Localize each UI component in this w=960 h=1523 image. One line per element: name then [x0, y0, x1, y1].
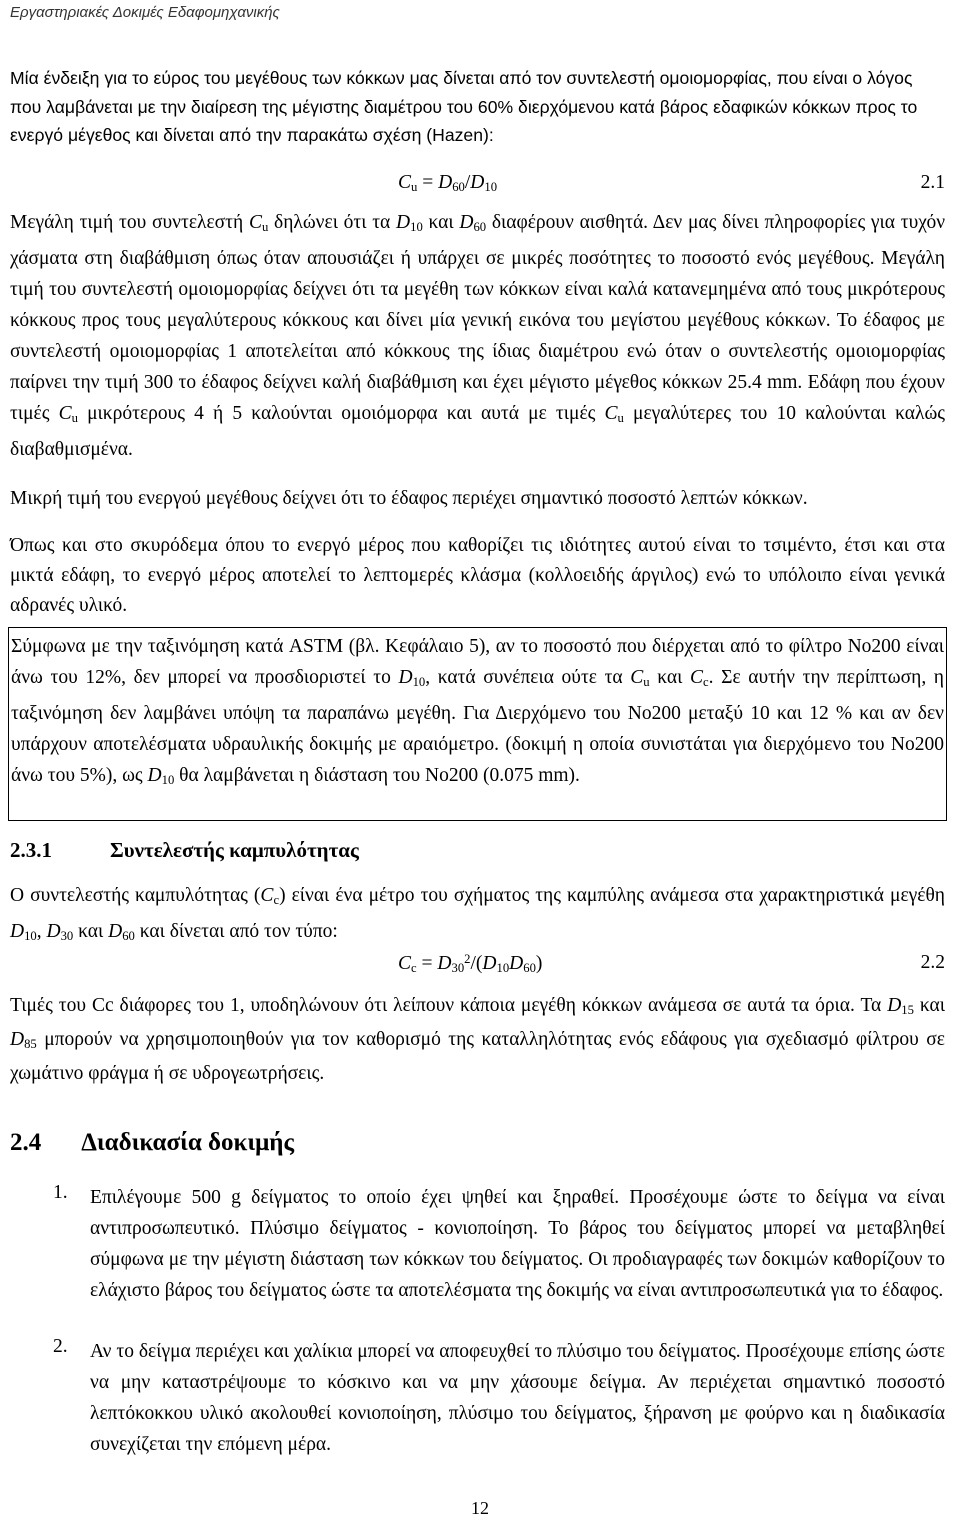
eq-subscript: 10	[410, 220, 423, 234]
equation-number-2-1: 2.1	[920, 172, 945, 193]
intro-paragraph-3	[10, 484, 945, 513]
text-run: και	[649, 667, 690, 688]
running-header: Εργαστηριακές Δοκιμές Εδαφομηχανικής	[10, 4, 280, 21]
curvature-paragraph-1	[10, 880, 945, 952]
eq-subscript: 10	[161, 773, 175, 787]
text-run: Ο συντελεστής καμπυλότητας (	[10, 885, 261, 906]
section-title: Συντελεστής καμπυλότητας	[110, 838, 359, 862]
eq-symbol: D	[437, 953, 452, 974]
intro-text-1: Μία ένδειξη για το εύρος του μεγέθους των κόκκων μας δίνεται από τον συντελεστή ομοιομορφίας, που είναι ο λόγος που λαμβάνεται με την διαίρεση της μέγιστης διαμέτρου του 60% διερχόμενου κατά βάρος εδαφικών κόκκων προς το ενεργό μέγεθος και δίνεται από την παρακάτω σχέση (Hazen):	[10, 68, 918, 145]
eq-symbol: C	[689, 667, 703, 688]
section-heading-2-4	[10, 1129, 294, 1157]
eq-subscript: 60	[473, 220, 487, 234]
eq-subscript: c	[411, 961, 417, 975]
eq-subscript: c	[273, 893, 280, 907]
eq-superscript: 2	[464, 952, 471, 966]
eq-subscript: 85	[24, 1037, 37, 1051]
section-heading-2-3-1	[10, 838, 359, 863]
eq-subscript: 15	[901, 1003, 914, 1017]
eq-operator: (	[475, 953, 483, 974]
text-run: θα λαμβάνεται η διάσταση του No200 (0.075 mm).	[174, 765, 580, 786]
eq-subscript: u	[617, 411, 624, 425]
eq-symbol: D	[46, 921, 61, 942]
intro-text-4: Όπως και στο σκυρόδεμα όπου το ενεργό μέρος που καθορίζει τις ιδιότητες αυτού είναι το τσιμέντο, έτσι και στα μικτά εδάφη, το ενεργό μέρος αποτελεί το λεπτομερές κλάσμα (κολλοειδής άργιλος) ενώ το υπόλοιπο είναι γενικά αδρανές υλικό.	[10, 535, 945, 616]
text-run: μπορούν να χρησιμοποιηθούν για τον καθορισμό της καταλληλότητας ενός εδάφους για σχεδιασμό φίλτρου σε χωμάτινο φράγμα ή σε υδρογεωτρήσεις.	[10, 1029, 945, 1084]
text-run: και	[422, 212, 460, 233]
eq-symbol: D	[147, 765, 162, 786]
eq-symbol: C	[260, 885, 274, 906]
eq-symbol: D	[438, 172, 453, 193]
section-number: 2.4	[10, 1129, 42, 1156]
text-run: ,	[36, 921, 47, 942]
eq-subscript: c	[703, 675, 709, 689]
eq-subscript: 10	[484, 180, 498, 194]
text-run: δηλώνει ότι τα	[268, 212, 397, 233]
eq-subscript: 60	[452, 180, 465, 194]
eq-symbol: D	[470, 172, 485, 193]
eq-symbol: D	[509, 953, 524, 974]
equation-2-1	[398, 172, 497, 195]
text-run: και	[913, 995, 946, 1016]
eq-operator: /	[464, 172, 471, 193]
eq-symbol: C	[398, 953, 412, 974]
eq-operator: =	[416, 953, 438, 974]
eq-operator: =	[417, 172, 439, 193]
eq-symbol: C	[398, 172, 412, 193]
text-run: , κατά συνέπεια ούτε τα	[425, 667, 631, 688]
eq-operator: )	[535, 953, 543, 974]
eq-subscript: u	[261, 220, 269, 234]
intro-paragraph-2	[10, 207, 945, 465]
list-item-number: 1.	[53, 1182, 68, 1203]
eq-subscript: 60	[122, 929, 135, 943]
eq-symbol: C	[248, 212, 262, 233]
list-item: Επιλέγουμε 500 g δείγματος το οποίο έχει ψηθεί και ξηραθεί. Προσέχουμε ώστε το δείγμα να είναι αντιπροσωπευτικό. Πλύσιμο δείγματος - κονιοποίηση. Το βάρος του δείγματος μπορεί να μεταβληθεί σύμφωνα με την μέγιστη διάσταση των κόκκων του δείγματος. Οι προδιαγραφές των δοκιμών καθορίζουν το ελάχιστο βάρος του δείγματος ώστε τα αποτελέσματα της δοκιμής να είναι αντιπροσωπευτικά για το έδαφος.	[90, 1187, 945, 1301]
eq-operator: /	[470, 953, 476, 974]
text-run: Τιμές του Cc διάφορες του 1, υποδηλώνουν ότι λείπουν κάποια μεγέθη κόκκων ανάμεσα σε αυτά τα όρια. Τα	[10, 995, 888, 1016]
eq-symbol: D	[398, 667, 413, 688]
equation-2-2	[398, 952, 542, 976]
eq-subscript: u	[71, 411, 78, 425]
text-run: . Σε αυτήν την περίπτωση, η ταξινόμηση δεν λαμβάνει υπόψη τα παραπάνω μεγέθη. Για Διερχόμενο του No200 μεταξύ 10 και 12 % και αν δεν υπάρχουν αποτελέσματα υδραυλικής δοκιμής με αραιόμετρο. (δοκιμή η οποία συνιστάται για διερχόμενο του No200 άνω του 5%), ως	[11, 667, 945, 786]
text-run: ) είναι ένα μέτρο του σχήματος της καμπύλης ανάμεσα στα χαρακτηριστικά μεγέθη	[279, 885, 945, 906]
text-run: διαφέρουν αισθητά. Δεν μας δίνει πληροφορίες για τυχόν χάσματα στη διαβάθμιση όπως όταν απουσιάζει ή υπάρχει σε μικρές ποσότητες το ποσοστό ενός μεγέθους. Μεγάλη τιμή του συντελεστή ομοιομορφίας δείχνει ότι τα μεγέθη των κόκκων είναι καλά κατανεμημένα από τους μικρότερους κόκκους προς τους μεγαλύτερους κόκκους και δίνει μία γενική εικόνα του μεγίστου μεγέθους κόκκων. Το έδαφος με συντελεστή ομοιομορφίας 1 αποτελείται από κόκκους της ίδιας διαμέτρου ενώ όταν ο συντελεστής ομοιομορφίας παίρνει την τιμή 300 το έδαφος δείχνει καλή διαβάθμιση και έχει μέγιστο μέγεθος κόκκων 25.4 mm. Εδάφη που έχουν τιμές	[10, 212, 946, 424]
eq-symbol: C	[604, 403, 618, 424]
text-run: Σύμφωνα με την ταξινόμηση κατά ASTM (βλ. Κεφάλαιο 5), αν το ποσοστό που διέρχεται από το φίλτρο No200 είναι άνω του 12%, δεν μπορεί να προσδιοριστεί το	[11, 636, 944, 688]
eq-symbol: C	[58, 403, 72, 424]
intro-text-3: Μικρή τιμή του ενεργού μεγέθους δείχνει ότι το έδαφος περιέχει σημαντικό ποσοστό λεπτών κόκκων.	[10, 488, 808, 509]
text-run: και	[73, 921, 109, 942]
astm-note-box	[8, 627, 947, 821]
eq-symbol: D	[459, 212, 474, 233]
intro-paragraph-4	[10, 531, 945, 621]
eq-subscript: 10	[496, 961, 510, 975]
eq-symbol: D	[482, 953, 497, 974]
list-item-number: 2.	[53, 1336, 68, 1357]
page-number: 12	[471, 1498, 489, 1518]
eq-subscript: u	[411, 180, 418, 194]
text-run: Μεγάλη τιμή του συντελεστή	[10, 212, 249, 233]
intro-paragraph-1	[10, 64, 945, 150]
text-run: μικρότερους 4 ή 5 καλούνται ομοιόμορφα και αυτά με τιμές	[77, 403, 605, 424]
eq-subscript: 30	[451, 961, 465, 975]
eq-symbol: D	[108, 921, 123, 942]
eq-symbol: D	[396, 212, 411, 233]
text-run: και δίνεται από τον τύπο:	[134, 921, 338, 942]
text-run: μεγαλύτερες του 10 καλούνται καλώς διαβαθμισμένα.	[10, 403, 945, 460]
eq-subscript: 10	[24, 929, 37, 943]
eq-subscript: u	[643, 675, 650, 689]
astm-note-text	[9, 628, 946, 796]
equation-number-2-2: 2.2	[920, 952, 945, 973]
eq-symbol: D	[10, 1029, 25, 1050]
curvature-paragraph-2	[10, 991, 945, 1089]
eq-symbol: D	[887, 995, 902, 1016]
eq-symbol: D	[10, 921, 25, 942]
section-number: 2.3.1	[10, 838, 52, 862]
eq-subscript: 60	[523, 961, 536, 975]
eq-subscript: 10	[412, 675, 426, 689]
eq-symbol: C	[630, 667, 644, 688]
eq-subscript: 30	[60, 929, 74, 943]
section-title: Διαδικασία δοκιμής	[81, 1129, 295, 1156]
list-item: Αν το δείγμα περιέχει και χαλίκια μπορεί να αποφευχθεί το πλύσιμο του δείγματος. Προσέχουμε επίσης ώστε να μην καταστρέψουμε το κόσκινο και να μην χάσουμε δείγμα. Αν περιέχεται σημαντικό ποσοστό λεπτόκοκκου υλικό ακολουθεί κονιοποίηση, πλύσιμο του δείγματος, ξήρανση με φούρνο και η διαδικασία συνεχίζεται την επόμενη μέρα.	[90, 1341, 945, 1455]
